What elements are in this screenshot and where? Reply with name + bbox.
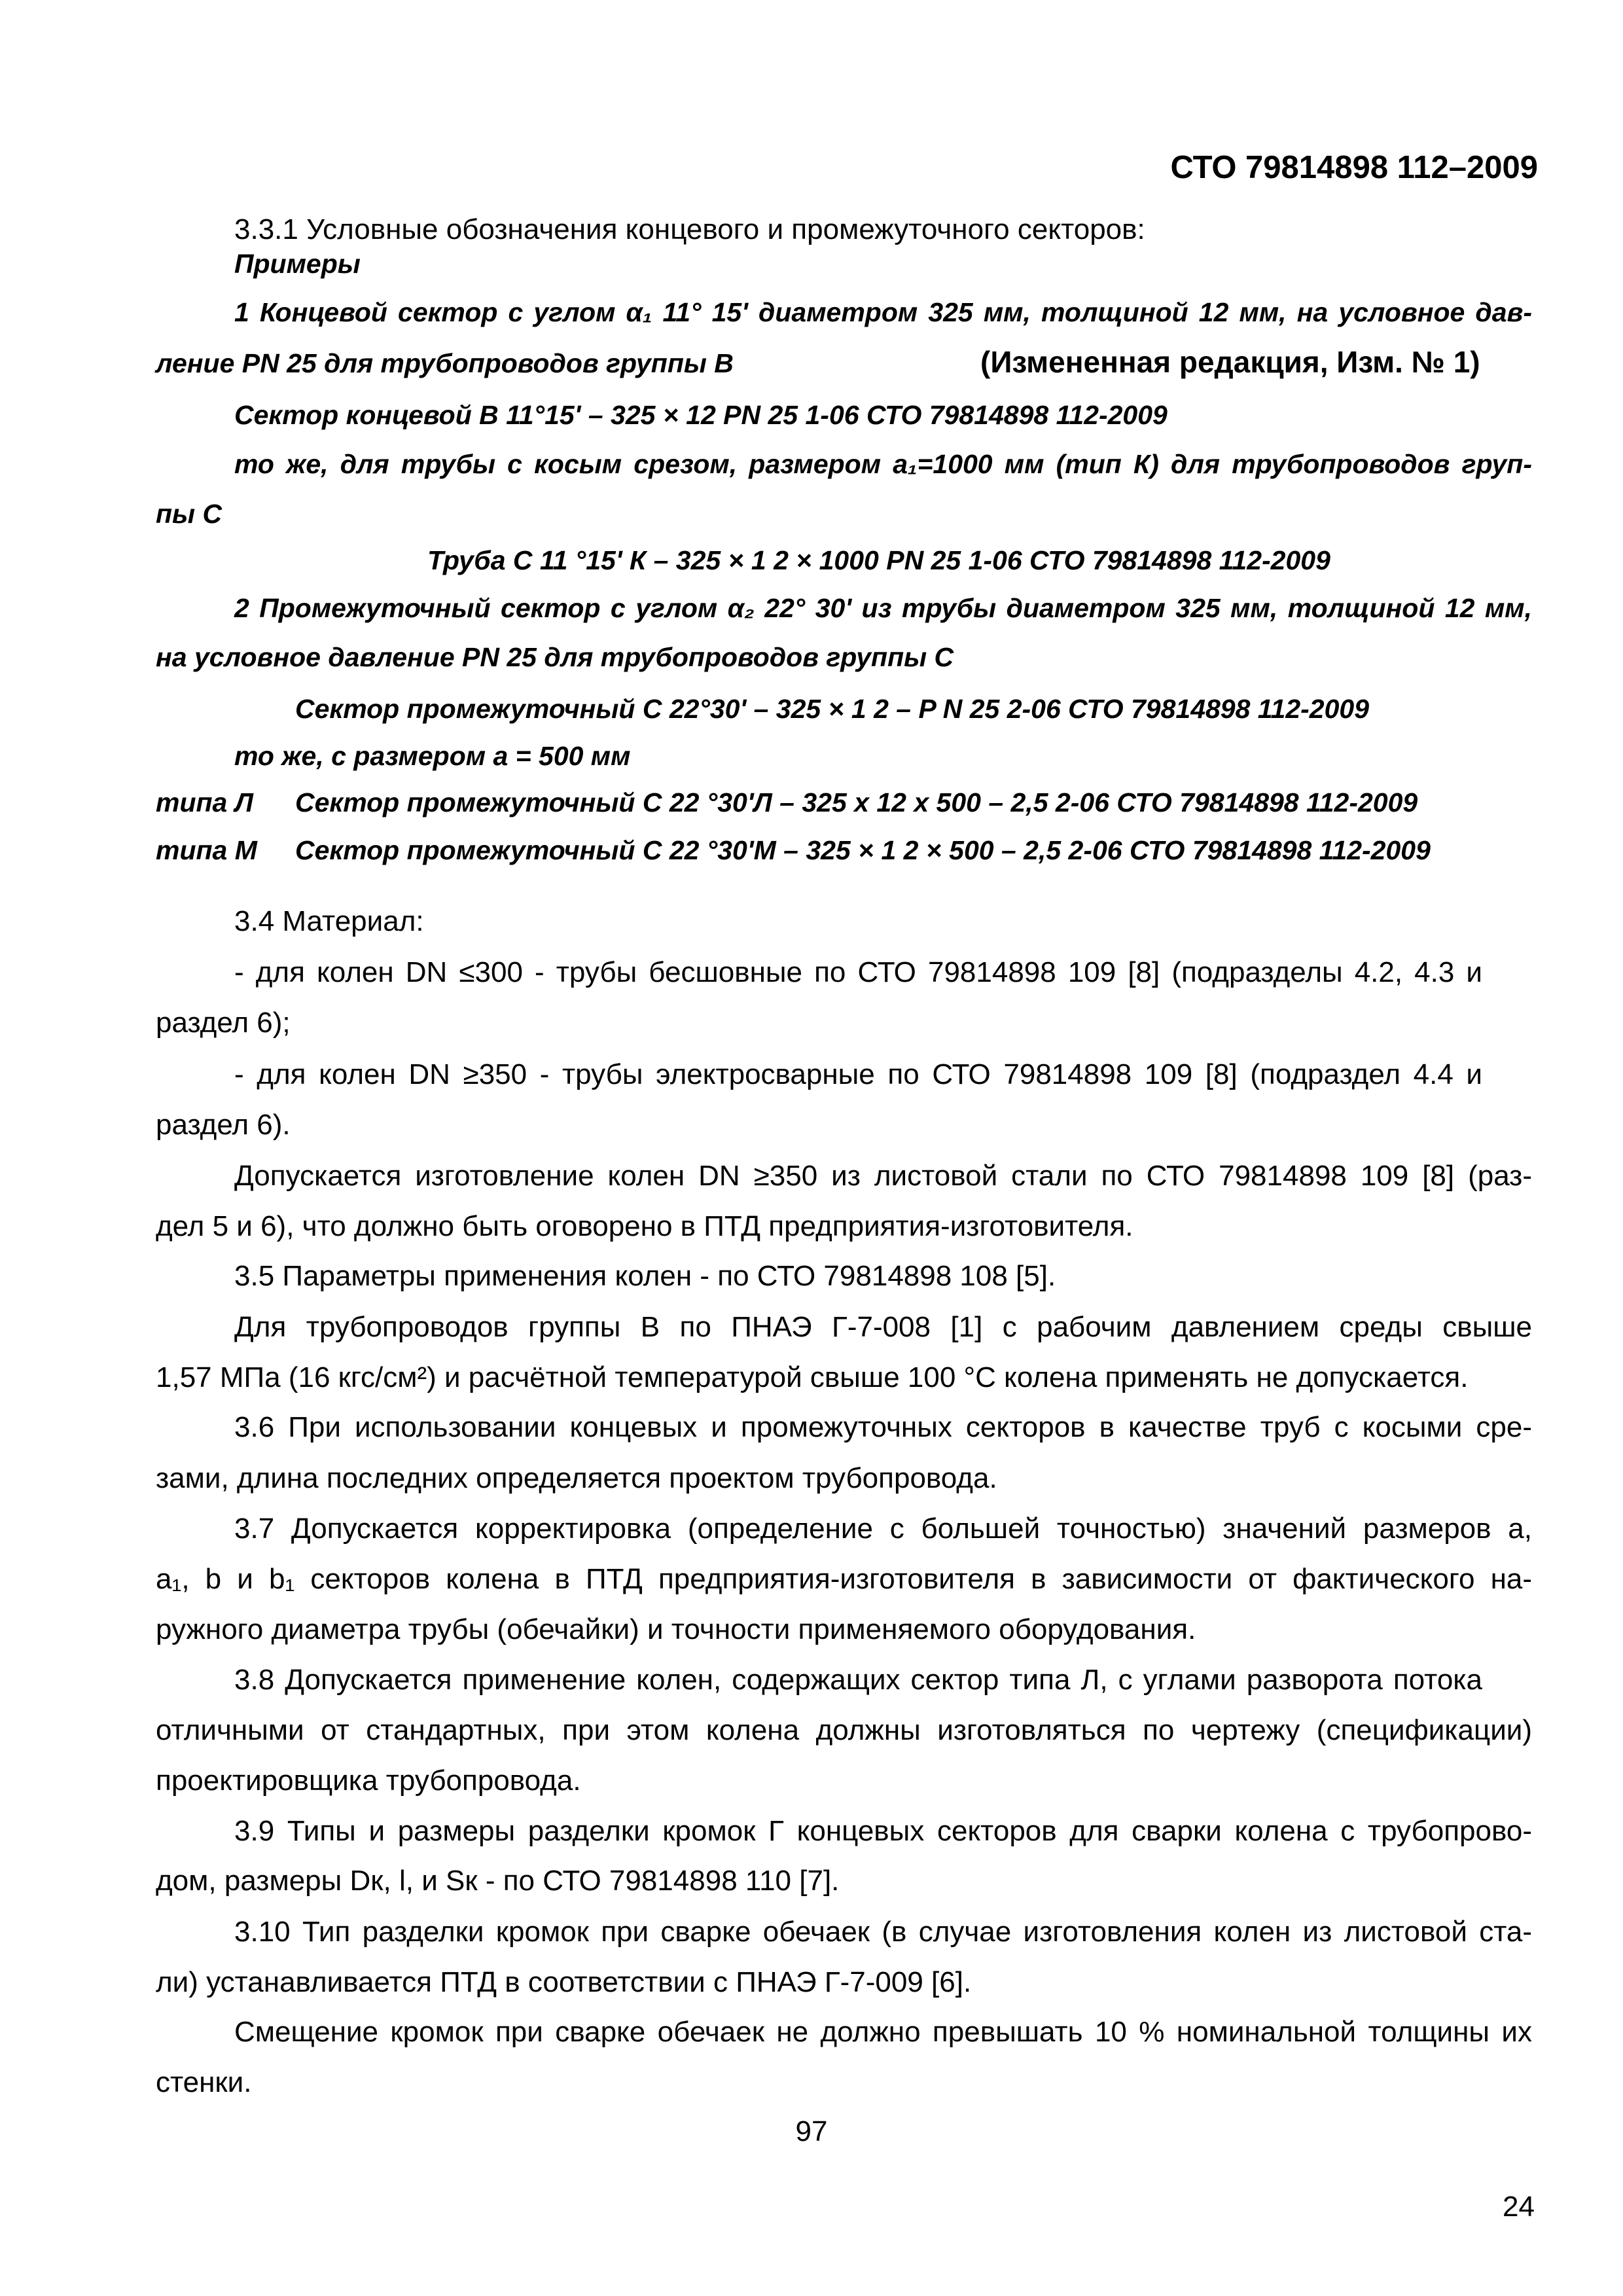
type-l-designation: Сектор промежуточный С 22 °30'Л – 325 х 12 х 500 – 2,5 2-06 СТО 79814898 112-2009 — [295, 787, 1418, 817]
document-code-header: СТО 79814898 112–2009 — [1170, 150, 1538, 185]
section-3-3-1-title: 3.3.1 Условные обозначения концевого и промежуточного секторов: — [234, 213, 1145, 245]
revision-note: (Измененная редакция, Изм. № 1) — [980, 345, 1480, 379]
section-3-6-line-1: 3.6 При использовании концевых и промежуточных секторов в качестве труб с косыми сре- — [234, 1411, 1532, 1443]
section-3-5: 3.5 Параметры применения колен - по СТО 79814898 108 [5]. — [234, 1260, 1056, 1292]
section-3-10-line-2: ли) устанавливается ПТД в соответствии с ПНАЭ Г-7-009 [6]. — [156, 1966, 972, 1998]
section-3-4-sheet-steel-line-2: дел 5 и 6), что должно быть оговорено в ПТД предприятия-изготовителя. — [156, 1210, 1133, 1242]
section-3-5-restriction-line-2: 1,57 МПа (16 кгс/см²) и расчётной температурой свыше 100 °С колена применять не допускается. — [156, 1361, 1469, 1393]
type-m-designation: Сектор промежуточный С 22 °30'М – 325 × 1 2 × 500 – 2,5 2-06 СТО 79814898 112-2009 — [295, 835, 1431, 865]
example-1-oblique-cut-line-1: то же, для трубы с косым срезом, размером а₁=1000 мм (тип К) для трубопроводов груп- — [234, 449, 1532, 479]
inner-page-number: 97 — [795, 2115, 828, 2147]
section-3-10-offset-line-2: стенки. — [156, 2066, 252, 2098]
example-1-line-1: 1 Концевой сектор с углом α₁ 11° 15' диаметром 325 мм, толщиной 12 мм, на условное дав- — [234, 297, 1532, 327]
section-3-4-item-b-line-1: - для колен DN ≥350 - трубы электросварные по СТО 79814898 109 [8] (подраздел 4.4 и — [234, 1058, 1482, 1090]
type-l-label: типа Л — [156, 787, 253, 817]
section-3-4-item-a-line-2: раздел 6); — [156, 1007, 291, 1039]
page-number: 24 — [1503, 2191, 1535, 2223]
section-3-8-line-2: отличными от стандартных, при этом колена должны изготовляться по чертежу (спецификации) — [156, 1714, 1532, 1746]
example-1-line-2: ление PN 25 для трубопроводов группы В — [156, 348, 734, 378]
section-3-7-line-1: 3.7 Допускается корректировка (определение с большей точностью) значений размеров а, — [234, 1513, 1532, 1545]
example-1-oblique-cut-line-2: пы С — [156, 499, 223, 529]
section-3-9-line-1: 3.9 Типы и размеры разделки кромок Г концевых секторов для сварки колена с трубопрово- — [234, 1815, 1532, 1847]
section-3-4-sheet-steel-line-1: Допускается изготовление колен DN ≥350 из листовой стали по СТО 79814898 109 [8] (раз- — [234, 1160, 1532, 1192]
type-m-label: типа М — [156, 835, 257, 865]
section-3-4-title: 3.4 Материал: — [234, 905, 424, 937]
section-3-10-line-1: 3.10 Тип разделки кромок при сварке обечаек (в случае изготовления колен из листовой ста- — [234, 1916, 1532, 1948]
example-1-pipe-designation: Труба С 11 °15' К – 325 × 1 2 × 1000 PN 25 1-06 СТО 79814898 112-2009 — [427, 545, 1330, 575]
section-3-7-line-3: ружного диаметра трубы (обечайки) и точности применяемого оборудования. — [156, 1613, 1196, 1645]
example-2-same-with-size: то же, с размером а = 500 мм — [234, 741, 631, 771]
section-3-4-item-b-line-2: раздел 6). — [156, 1109, 291, 1141]
section-3-6-line-2: зами, длина последних определяется проектом трубопровода. — [156, 1462, 997, 1494]
example-1-designation: Сектор концевой В 11°15' – 325 × 12 PN 25 1-06 СТО 79814898 112-2009 — [234, 400, 1168, 430]
examples-label: Примеры — [234, 249, 361, 279]
example-2-line-2: на условное давление PN 25 для трубопроводов группы С — [156, 642, 954, 672]
section-3-4-item-a-line-1: - для колен DN ≤300 - трубы бесшовные по СТО 79814898 109 [8] (подразделы 4.2, 4.3 и — [234, 956, 1482, 988]
example-2-designation: Сектор промежуточный С 22°30' – 325 × 1 2 – P N 25 2-06 СТО 79814898 112-2009 — [295, 694, 1370, 724]
example-2-line-1: 2 Промежуточный сектор с углом α₂ 22° 30' из трубы диаметром 325 мм, толщиной 12 мм, — [234, 593, 1532, 623]
section-3-5-restriction-line-1: Для трубопроводов группы В по ПНАЭ Г-7-008 [1] с рабочим давлением среды свыше — [234, 1311, 1532, 1343]
section-3-8-line-1: 3.8 Допускается применение колен, содержащих сектор типа Л, с углами разворота потока — [234, 1664, 1482, 1696]
section-3-9-line-2: дом, размеры Dк, l, и Sк - по СТО 79814898 110 [7]. — [156, 1865, 840, 1897]
section-3-7-line-2: а₁, b и b₁ секторов колена в ПТД предприятия-изготовителя в зависимости от фактического на- — [156, 1563, 1532, 1595]
section-3-8-line-3: проектировщика трубопровода. — [156, 1765, 581, 1797]
section-3-10-offset-line-1: Смещение кромок при сварке обечаек не должно превышать 10 % номинальной толщины их — [234, 2016, 1532, 2048]
